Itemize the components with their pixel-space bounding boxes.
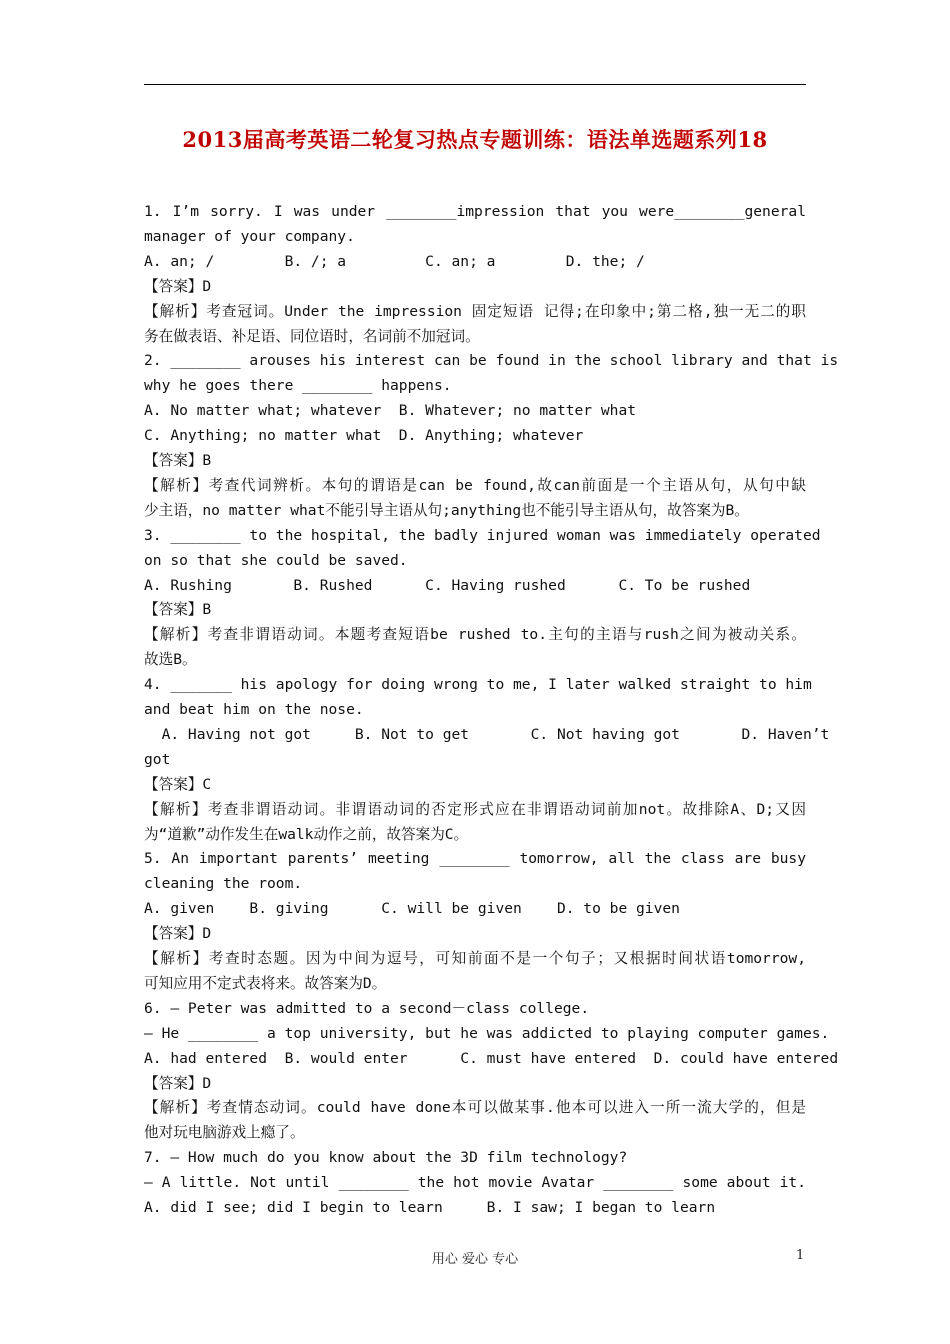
text-line: — He ________ a top university, but he was addicted to playing computer games. xyxy=(144,1024,830,1042)
document-title: 2013届高考英语二轮复习热点专题训练：语法单选题系列18 xyxy=(182,127,768,152)
text-line: 【解析】考查冠词。Under the impression 固定短语 记得;在印象中;第二格,独一无二的职 xyxy=(144,302,806,320)
text-line: A. given B. giving C. will be given D. to be given xyxy=(144,900,680,918)
text-line: 6. — Peter was admitted to a second－class college. xyxy=(144,999,590,1017)
text-line: 【解析】考查时态题。因为中间为逗号，可知前面不是一个句子；又根据时间状语tomorrow, xyxy=(144,950,806,967)
text-line: 【解析】考查代词辨析。本句的谓语是can be found,故can前面是一个主语从句，从句中缺 xyxy=(144,476,806,494)
text-line: A. did I see; did I begin to learn B. I saw; I began to learn xyxy=(144,1199,716,1216)
text-line: 为“道歉”动作发生在walk动作之前，故答案为C。 xyxy=(144,825,469,843)
header-rule xyxy=(144,84,806,85)
text-line: 5. An important parents’ meeting ________ tomorrow, all the class are busy xyxy=(144,850,806,868)
text-line: 3. ________ to the hospital, the badly injured woman was immediately operated xyxy=(144,526,821,544)
text-line: A. had entered B. would enter C. must have entered D. could have entered xyxy=(144,1049,839,1067)
footer-motto: 用心 爱心 专心 xyxy=(431,1252,519,1267)
text-line: 【解析】考查非谓语动词。非谓语动词的否定形式应在非谓语动词前加not。故排除A、D;又因 xyxy=(144,800,806,818)
text-line: 少主语，no matter what不能引导主语从句;anything也不能引导主语从句，故答案为B。 xyxy=(144,501,749,519)
text-line: 【答案】D xyxy=(144,1074,212,1092)
text-line: got xyxy=(144,750,171,768)
text-line: A. Rushing B. Rushed C. Having rushed C. To be rushed xyxy=(144,576,751,594)
text-line: 【答案】B xyxy=(144,452,212,469)
text-line: on so that she could be saved. xyxy=(144,551,408,569)
text-line: 2. ________ arouses his interest can be found in the school library and that is xyxy=(144,352,839,370)
text-line: 【答案】C xyxy=(144,775,212,793)
text-line: 1. I’m sorry. I was under ________impression that you were________general xyxy=(144,203,806,220)
text-line: — A little. Not until ________ the hot movie Avatar ________ some about it. xyxy=(144,1174,806,1192)
text-line: 【解析】考查非谓语动词。本题考查短语be rushed to.主句的主语与rush之间为被动关系。 xyxy=(144,626,806,644)
text-line: C. Anything; no matter what D. Anything; whatever xyxy=(144,427,584,445)
text-line: and beat him on the nose. xyxy=(144,701,364,718)
text-line: manager of your company. xyxy=(144,227,355,245)
text-line: 【答案】B xyxy=(144,601,212,619)
text-line: 7. — How much do you know about the 3D film technology? xyxy=(144,1149,628,1167)
text-line: 他对玩电脑游戏上瘾了。 xyxy=(144,1124,305,1142)
text-line: 故选B。 xyxy=(144,651,197,669)
text-line: 可知应用不定式表将来。故答案为D。 xyxy=(144,974,387,992)
text-line: 务在做表语、补足语、同位语时，名词前不加冠词。 xyxy=(144,327,480,345)
text-line: 4. _______ his apology for doing wrong to me, I later walked straight to him xyxy=(144,676,812,694)
text-line: A. Having not got B. Not to get C. Not having got D. Haven’t xyxy=(144,725,830,743)
text-line: 【答案】D xyxy=(144,925,212,943)
text-line: cleaning the room. xyxy=(144,875,303,893)
text-line: A. an; / B. /; a C. an; a D. the; / xyxy=(144,252,645,270)
text-line: why he goes there ________ happens. xyxy=(144,377,452,395)
text-line: A. No matter what; whatever B. Whatever; no matter what xyxy=(144,402,637,420)
text-line: 【解析】考查情态动词。could have done本可以做某事.他本可以进入一所一流大学的，但是 xyxy=(144,1099,806,1117)
text-line: 【答案】D xyxy=(144,277,212,295)
page-number: 1 xyxy=(796,1248,805,1263)
